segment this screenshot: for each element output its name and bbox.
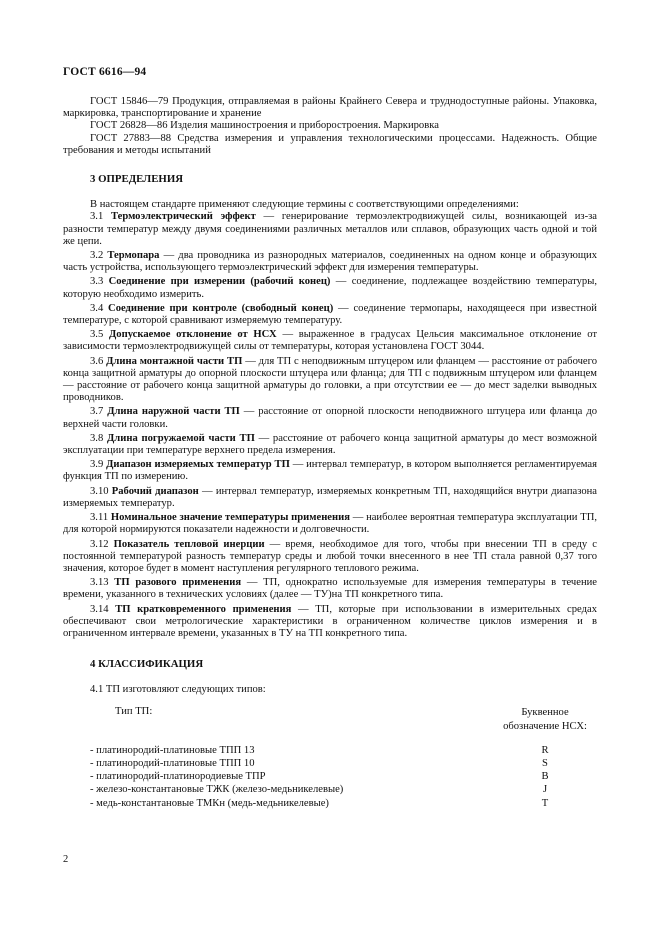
type-row — [63, 757, 597, 770]
type-row — [63, 744, 597, 757]
standard-header: ГОСТ 6616—94 — [63, 66, 147, 78]
type-name: - платинородий-платиновые ТПП 13 — [90, 744, 255, 756]
type-name: - медь-константановые ТМКн (медь-медьникелевые) — [90, 797, 329, 809]
section-4-intro: 4.1 ТП изготовляют следующих типов: — [90, 684, 266, 696]
definition-term: Соединение при контроле (свободный конец) — [108, 302, 334, 314]
definition-term: Термопара — [107, 250, 160, 262]
definition-3-6: 3.6 Длина монтажной части ТП — для ТП с неподвижным штуцером или фланцем — расстояние от рабочего конца защитной арматуры до опорной плоскости штуцера или фланца; для ТП с подвижным штуцером или фланцем — расстояние от рабочего конца защитной арматуры до головки, а при отсутствии ее — до мест заделки выводных проводников. — [63, 355, 598, 404]
type-name: - платинородий-платинородиевые ТПР — [90, 771, 266, 783]
definition-3-8: 3.8 Длина погружаемой части ТП — расстояние от рабочего конца защитной арматуры до мест возможной эксплуатации при температуре верхнего предела измерения. — [63, 432, 598, 457]
definition-term: ТП разового применения — [114, 577, 242, 589]
reference-item: ГОСТ 15846—79 Продукция, отправляемая в районы Крайнего Севера и труднодоступные районы. Упаковка, маркировка, транспортирование и хранение — [63, 96, 597, 120]
type-code: R — [541, 744, 549, 756]
types-table — [63, 706, 597, 810]
type-code: J — [542, 784, 548, 796]
section-3-title: 3 ОПРЕДЕЛЕНИЯ — [90, 173, 184, 186]
page-number: 2 — [63, 854, 69, 865]
definition-term: Соединение при измерении (рабочий конец) — [108, 276, 331, 288]
definition-3-10: 3.10 Рабочий диапазон — интервал температур, измеряемых конкретным ТП, находящийся внутри диапазона измеряемых температур. — [63, 485, 597, 509]
definition-term: Рабочий диапазон — [111, 485, 199, 497]
definition-3-9: 3.9 Диапазон измеряемых температур ТП — интервал температур, в котором выполняется регламентируемая функция ТП по измерению. — [63, 459, 597, 483]
definition-term: Диапазон измеряемых температур ТП — [106, 459, 290, 471]
definition-3-7: 3.7 Длина наружной части ТП — расстояние от опорной плоскости неподвижного штуцера или фланца до верхней части головки. — [63, 406, 597, 430]
type-code: S — [542, 757, 548, 769]
definition-3-2: 3.2 Термопара — два проводника из разнородных материалов, соединенных на одном конце и образующих часть устройства, использующего термоэлектрический эффект для измерения температуры. — [63, 250, 597, 274]
definition-term: Номинальное значение температуры применения — [110, 512, 350, 524]
type-name: - платинородий-платиновые ТПП 10 — [90, 757, 255, 769]
definition-3-1: 3.1 Термоэлектрический эффект — генерирование термоэлектродвижущей силы, возникающей из-за разности температур между двумя соединениями различных металлов или сплавов, образующих часть одной и той же цепи. — [63, 211, 597, 247]
definition-term: Длина наружной части ТП — [107, 406, 240, 418]
type-name: - железо-константановые ТЖК (железо-медьникелевые) — [90, 784, 344, 796]
type-row — [63, 783, 597, 796]
definition-3-4: 3.4 Соединение при контроле (свободный конец) — соединение термопары, находящееся при известной температуре, с которой сравнивают измеряемую температуру. — [63, 302, 597, 327]
definition-term: ТП кратковременного применения — [115, 603, 292, 615]
code-column-header: Буквенное обозначение НСХ: — [503, 706, 587, 732]
definition-term: Допускаемое отклонение от НСХ — [109, 329, 277, 341]
type-column-header: Тип ТП: — [115, 705, 153, 717]
definition-3-5: 3.5 Допускаемое отклонение от НСХ — выраженное в градусах Цельсия максимальное отклонение от зависимости термоэлектродвижущей силы от температуры, которая установлена ГОСТ 3044. — [63, 329, 597, 353]
definition-term: Длина погружаемой части ТП — [107, 432, 255, 444]
types-table-header — [63, 706, 597, 734]
definition-3-3: 3.3 Соединение при измерении (рабочий конец) — соединение, подлежащее воздействию температуры, которую необходимо измерить. — [63, 276, 597, 300]
section-4-title: 4 КЛАССИФИКАЦИЯ — [90, 658, 204, 671]
type-row — [63, 797, 597, 810]
definition-3-13: 3.13 ТП разового применения — ТП, однократно используемые для измерения температуры в течение времени, указанного в технических условиях (далее — ТУ)на ТП конкретного типа. — [63, 577, 597, 601]
definition-term: Показатель тепловой инерции — [113, 538, 265, 550]
type-row — [63, 770, 597, 783]
reference-item: ГОСТ 27883—88 Средства измерения и управления технологическими процессами. Надежность. Общие требования и методы испытаний — [63, 132, 597, 156]
type-code: T — [541, 797, 549, 809]
page-content — [63, 96, 597, 810]
definition-term: Термоэлектрический эффект — [110, 211, 256, 223]
section-3-intro: В настоящем стандарте применяют следующие термины с соответствующими определениями: — [90, 199, 519, 211]
type-code: B — [541, 771, 549, 783]
reference-item: ГОСТ 26828—86 Изделия машиностроения и приборостроения. Маркировка — [90, 120, 439, 132]
definition-3-12: 3.12 Показатель тепловой инерции — время, необходимое для того, чтобы при внесении ТП в среду с постоянной температурой разность температур среды и любой точки внесенного в нее ТП стала равной 0,37 того значения, которое будет в момент наступления регулярного теплового режима. — [63, 538, 598, 574]
definition-3-11: 3.11 Номинальное значение температуры применения — наиболее вероятная температура эксплуатации ТП, для которой нормируются показатели надежности и долговечности. — [63, 512, 597, 536]
definition-3-14: 3.14 ТП кратковременного применения — ТП, которые при использовании в измерительных средах обеспечивают свои метрологические характеристики в ограниченном количестве циклов измерения и в ограниченном интервале времени, указанных в ТУ на ТП конкретного типа. — [63, 603, 597, 639]
definition-term: Длина монтажной части ТП — [106, 355, 243, 367]
